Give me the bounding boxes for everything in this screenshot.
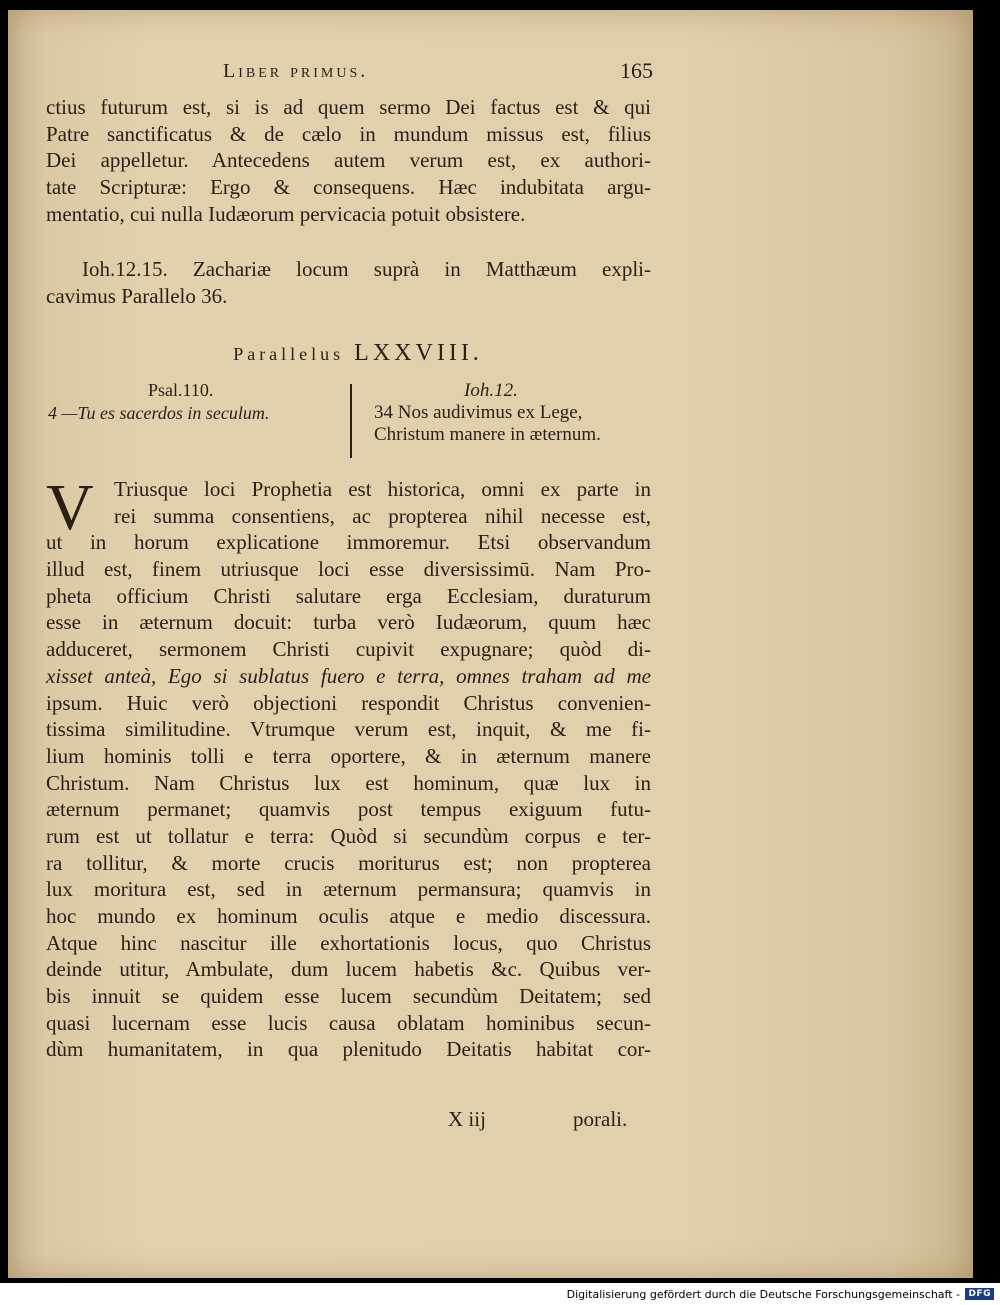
text-line: Triusque loci Prophetia est historica, omni ex parte in	[114, 477, 651, 501]
text-line: bis innuit se quidem esse lucem secundùm Deitatem; sed	[46, 984, 651, 1009]
text-line: lux moritura est, sed in æternum permansura; quamvis in	[46, 877, 651, 902]
text-line: lium hominis tolli e terra oportere, & in æternum manere	[46, 743, 651, 768]
text-line: pheta officium Christi salutare erga Ecclesiam, duraturum	[46, 583, 651, 608]
left-column	[48, 380, 343, 424]
signature-mark: X iij	[448, 1107, 486, 1131]
text-line: xisset anteà, Ego si sublatus fuero e terra, omnes traham ad me	[46, 663, 651, 688]
running-header	[223, 60, 653, 90]
parallel-columns	[48, 380, 648, 462]
paragraph-1	[46, 94, 651, 227]
text-line: rei summa consentiens, ac propterea nihil necesse est,	[114, 503, 651, 528]
text-line: Christum. Nam Christus lux est hominum, quæ lux in	[46, 770, 651, 795]
page-number: 165	[620, 58, 653, 83]
text-line: hoc mundo ex hominum oculis atque e medio discessura.	[46, 904, 651, 928]
right-column	[374, 380, 654, 446]
text-line: ra tollitur, & morte crucis moriturus est; non propterea	[46, 850, 651, 875]
text-line: mentatio, cui nulla Iudæorum pervicacia potuit obsistere.	[46, 201, 526, 226]
text-line: Atque hinc nascitur ille exhortationis locus, quo Christus	[46, 930, 651, 955]
text-line: adduceret, sermonem Christi cupivit expugnare; quòd di-	[46, 637, 651, 662]
drop-capital: V	[46, 471, 94, 544]
section-heading	[158, 340, 558, 367]
text-line: tate Scripturæ: Ergo & consequens. Hæc indubitata argu-	[46, 175, 651, 200]
text-line: esse in æternum docuit: turba verò Iudæorum, quum hæc	[46, 610, 651, 635]
text-line: quasi lucernam esse lucis causa oblatam hominibus secun-	[46, 1010, 651, 1035]
text-line: illud est, finem utriusque loci esse diversissimū. Nam Pro-	[46, 557, 651, 582]
footer-text: Digitalisierung gefördert durch die Deutsche Forschungsgemeinschaft -	[566, 1288, 960, 1301]
paragraph-2	[46, 256, 651, 309]
text-line: dùm humanitatem, in qua plenitudo Deitatis habitat cor-	[46, 1037, 651, 1062]
running-title: Liber primus.	[223, 60, 369, 82]
dfg-logo: DFG	[965, 1288, 994, 1300]
text-line: Patre sanctificatus & de cælo in mundum missus est, filius	[46, 121, 651, 146]
left-column-ref: Psal.110.	[148, 380, 214, 400]
footer-bar	[0, 1283, 1000, 1305]
right-column-ref: Ioh.12.	[464, 380, 518, 401]
body-text	[46, 471, 651, 1063]
catchword: porali.	[573, 1107, 628, 1131]
book-page	[8, 10, 973, 1278]
text-line: cavimus Parallelo 36.	[46, 283, 228, 308]
text-line: ipsum. Huic verò objectioni respondit Christus convenien-	[46, 690, 651, 715]
text-line: rum est ut tollatur e terra: Quòd si secundùm corpus e ter-	[46, 823, 651, 848]
section-heading-numeral: LXXVIII.	[354, 340, 483, 366]
right-column-line: 34 Nos audivimus ex Lege,	[374, 402, 583, 423]
text-line: deinde utitur, Ambulate, dum lucem habetis &c. Quibus ver-	[46, 957, 651, 982]
column-divider	[350, 384, 352, 458]
text-line: tissima similitudine. Vtrumque verum est, inquit, & me fi-	[46, 717, 651, 742]
text-line: æternum permanet; quamvis post tempus exiguum futu-	[46, 797, 651, 822]
section-heading-label: Parallelus	[233, 344, 345, 364]
text-line: ctius futurum est, si is ad quem sermo Dei factus est & qui	[46, 95, 651, 119]
left-column-verse: 4 —Tu es sacerdos in seculum.	[48, 403, 270, 423]
text-line: Ioh.12.15. Zachariæ locum suprà in Matthæum expli-	[82, 257, 651, 281]
text-line: Dei appelletur. Antecedens autem verum est, ex authori-	[46, 148, 651, 173]
right-column-line: Christum manere in æternum.	[374, 424, 601, 445]
text-line: ut in horum explicatione immoremur. Etsi observandum	[46, 530, 651, 555]
